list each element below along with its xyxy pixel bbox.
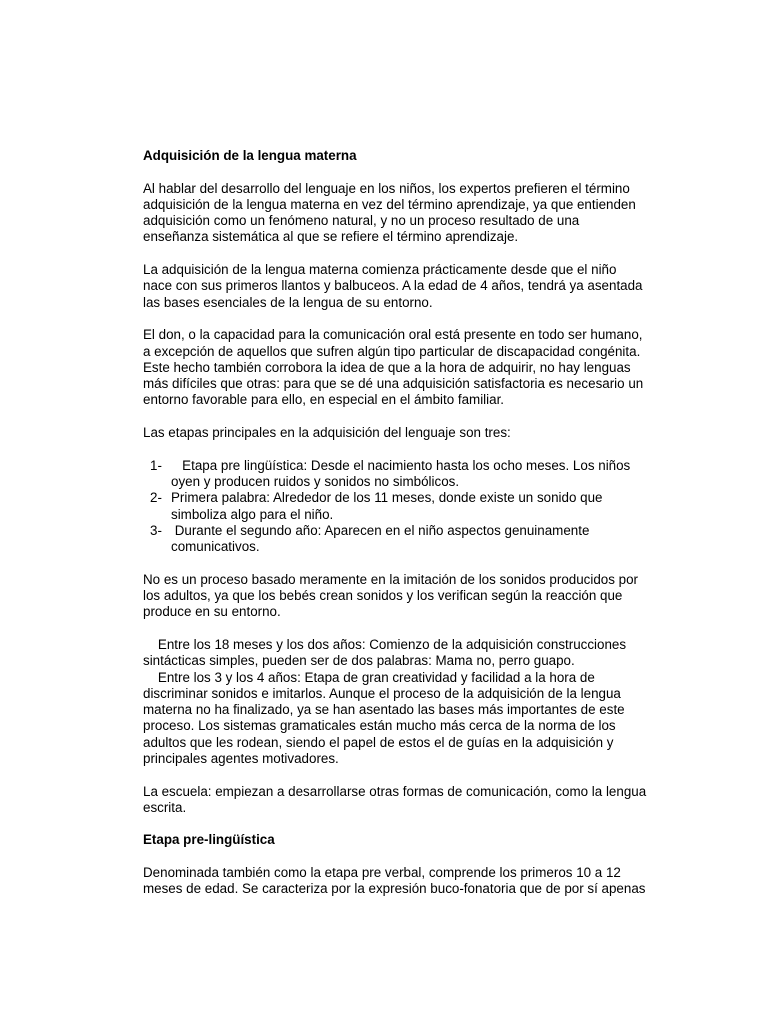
stages-list <box>143 458 663 556</box>
paragraph-line: más difíciles que otras: para que se dé una adquisición satisfactoria es necesario un <box>143 376 644 392</box>
paragraph-line: nace con sus primeros llantos y balbuceos. A la edad de 4 años, tendrá ya asentada <box>143 278 643 294</box>
spacer <box>143 164 663 180</box>
paragraph-line: produce en su entorno. <box>143 604 281 620</box>
list-item-line: simboliza algo para el niño. <box>171 506 334 522</box>
paragraph-line: Entre los 3 y los 4 años: Etapa de gran creatividad y facilidad a la hora de <box>143 669 595 685</box>
paragraph-2 <box>143 262 663 311</box>
paragraph-8 <box>143 865 663 898</box>
paragraph-6 <box>143 637 663 767</box>
paragraph-4 <box>143 425 663 441</box>
list-item-line: oyen y producen ruidos y sonidos no simbólicos. <box>171 473 460 489</box>
paragraph-7 <box>143 784 663 817</box>
paragraph-line: Este hecho también corrobora la idea de que a la hora de adquirir, no hay lenguas <box>143 359 631 375</box>
paragraph-line: La adquisición de la lengua materna comienza prácticamente desde que el niño <box>143 262 617 278</box>
list-item-line: Etapa pre lingüística: Desde el nacimiento hasta los ocho meses. Los niños <box>171 457 631 473</box>
paragraph-line: adultos que les rodean, siendo el papel de estos el de guías en la adquisición y <box>143 734 614 750</box>
section-heading-adquisicion: Adquisición de la lengua materna <box>143 148 357 163</box>
paragraph-line: discriminar sonidos e imitarlos. Aunque el proceso de la adquisición de la lengua <box>143 685 621 701</box>
paragraph-line: El don, o la capacidad para la comunicación oral está presente en todo ser humano, <box>143 327 643 343</box>
list-item <box>143 458 663 491</box>
paragraph-1 <box>143 181 663 246</box>
list-number: 3- <box>150 522 162 538</box>
section-heading-etapa-pre-linguistica: Etapa pre-lingüística <box>143 832 275 848</box>
paragraph-line: adquisición como un fenómeno natural, y no un proceso resultado de una <box>143 213 580 229</box>
list-number: 2- <box>150 490 162 506</box>
paragraph-5 <box>143 572 663 621</box>
list-item <box>143 490 663 523</box>
document-page <box>143 148 663 914</box>
paragraph-line: adquisición de la lengua materna en vez del término aprendizaje, ya que entienden <box>143 196 636 212</box>
paragraph-line: proceso. Los sistemas gramaticales están mucho más cerca de la norma de los <box>143 718 616 734</box>
paragraph-3 <box>143 327 663 408</box>
paragraph-line: escrita. <box>143 799 187 815</box>
list-item-line: comunicativos. <box>171 539 260 555</box>
paragraph-line: enseñanza sistemática al que se refiere el término aprendizaje. <box>143 229 519 245</box>
list-item-line: Durante el segundo año: Aparecen en el niño aspectos genuinamente <box>171 522 590 538</box>
list-number: 1- <box>150 457 162 473</box>
paragraph-line: a excepción de aquellos que sufren algún tipo particular de discapacidad congénita. <box>143 343 641 359</box>
paragraph-line: Denominada también como la etapa pre verbal, comprende los primeros 10 a 12 <box>143 865 621 881</box>
paragraph-line: La escuela: empiezan a desarrollarse otras formas de comunicación, como la lengua <box>143 783 647 799</box>
spacer <box>143 849 663 865</box>
list-item-line: Primera palabra: Alrededor de los 11 meses, donde existe un sonido que <box>171 490 603 506</box>
paragraph-line: Entre los 18 meses y los dos años: Comienzo de la adquisición construcciones <box>143 636 627 652</box>
paragraph-line: Al hablar del desarrollo del lenguaje en los niños, los expertos prefieren el término <box>143 180 630 196</box>
paragraph-line: las bases esenciales de la lengua de su entorno. <box>143 294 433 310</box>
paragraph-line: meses de edad. Se caracteriza por la expresión buco-fonatoria que de por sí apenas <box>143 881 646 897</box>
paragraph-line: los adultos, ya que los bebés crean sonidos y los verifican según la reacción que <box>143 588 623 604</box>
list-item <box>143 523 663 556</box>
paragraph-line: materna no ha finalizado, ya se han asentado las bases más importantes de este <box>143 702 625 718</box>
paragraph-line: entorno favorable para ello, en especial en el ámbito familiar. <box>143 392 505 408</box>
paragraph-line: No es un proceso basado meramente en la imitación de los sonidos producidos por <box>143 571 638 587</box>
paragraph-line: Las etapas principales en la adquisición del lenguaje son tres: <box>143 425 511 441</box>
paragraph-line: principales agentes motivadores. <box>143 750 339 766</box>
paragraph-line: sintácticas simples, pueden ser de dos palabras: Mama no, perro guapo. <box>143 653 575 669</box>
